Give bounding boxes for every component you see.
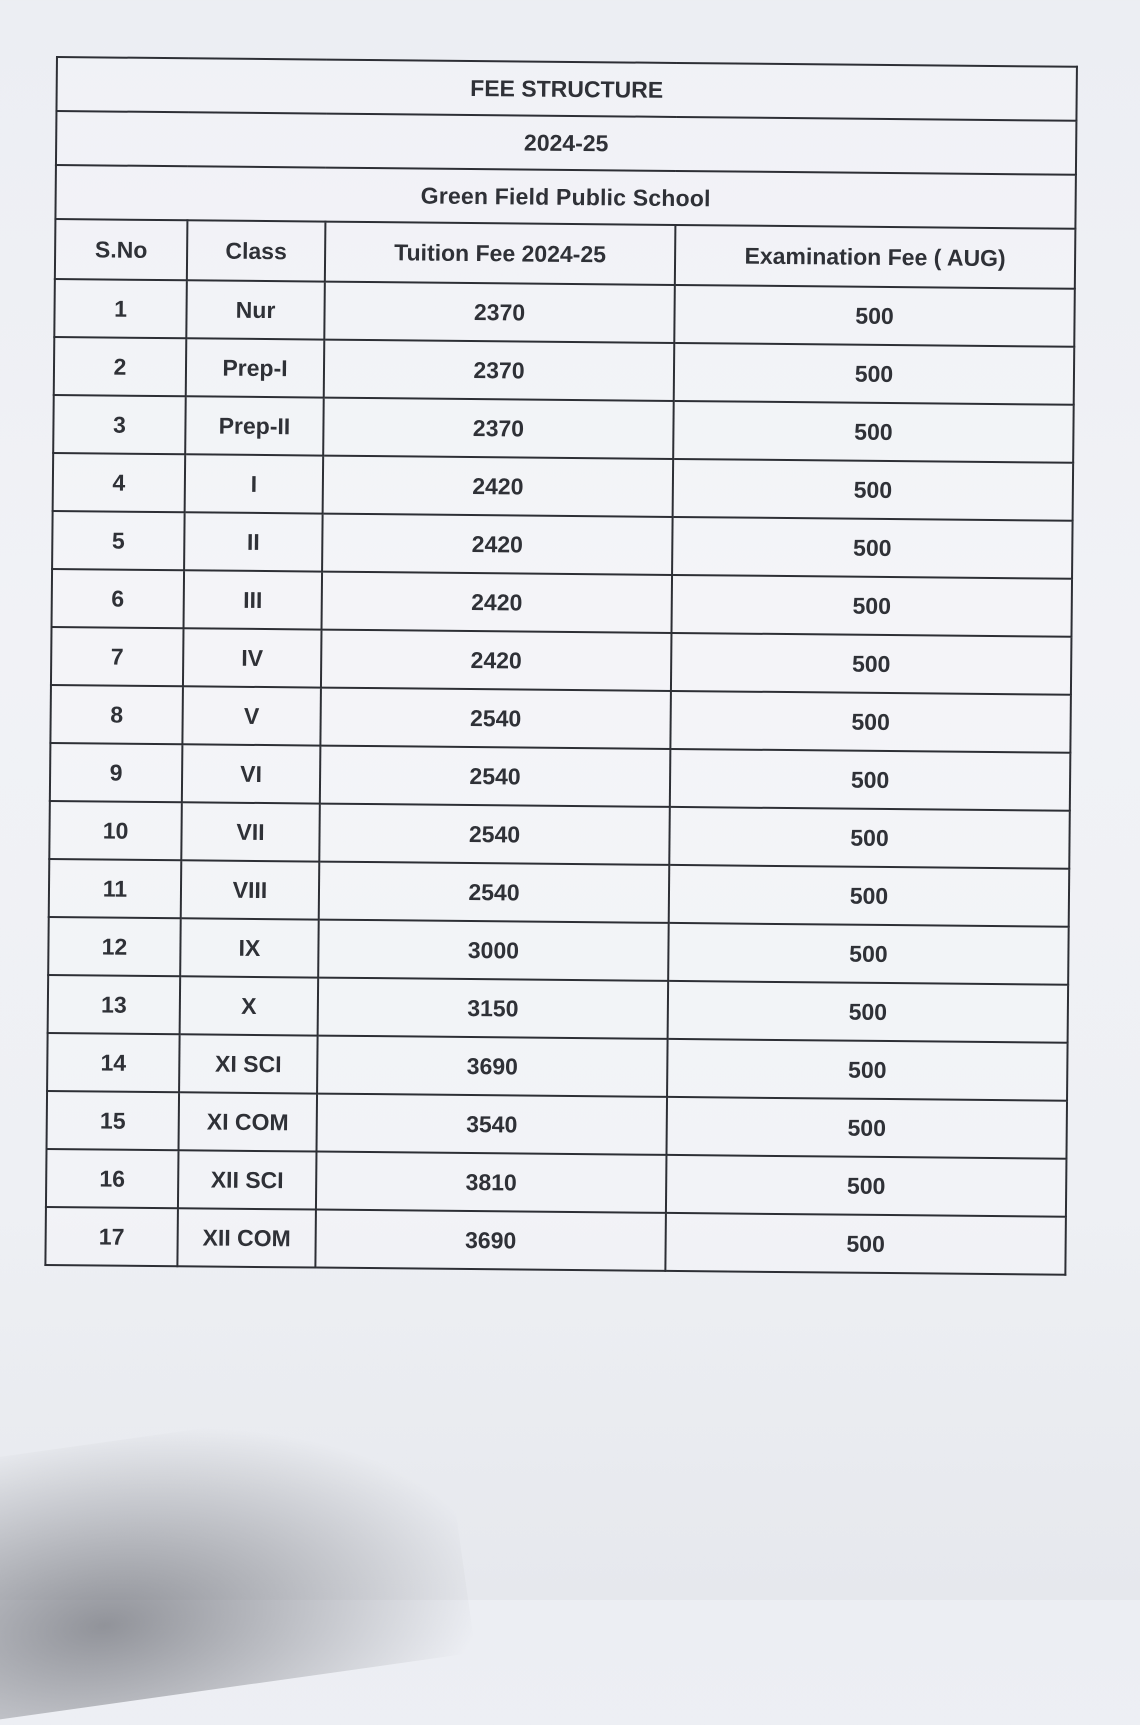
cell-sno: 8: [50, 685, 183, 744]
cell-examination-fee: 500: [671, 575, 1072, 637]
table-row: [49, 859, 1070, 927]
cell-tuition-fee: 2420: [323, 456, 674, 517]
header-class: Class: [187, 220, 326, 281]
cell-class: II: [184, 512, 323, 571]
cell-sno: 3: [53, 395, 186, 454]
table-row: [48, 975, 1069, 1043]
cell-tuition-fee: 2540: [320, 688, 671, 749]
session-row: [56, 111, 1076, 175]
cell-class: VII: [181, 802, 320, 861]
cell-sno: 11: [49, 859, 182, 918]
cell-tuition-fee: 3150: [318, 978, 669, 1039]
fee-structure-table: [44, 56, 1078, 1276]
cell-sno: 15: [47, 1091, 180, 1150]
cell-sno: 13: [48, 975, 181, 1034]
paper-shadow: [0, 1395, 476, 1725]
cell-sno: 10: [49, 801, 182, 860]
cell-class: XI COM: [179, 1092, 318, 1151]
table-row: [47, 1091, 1068, 1159]
table-row: [50, 743, 1071, 811]
cell-tuition-fee: 2370: [324, 282, 675, 343]
fee-structure-sheet: [44, 56, 1076, 1276]
school-name: Green Field Public School: [55, 165, 1075, 229]
cell-class: VI: [182, 744, 321, 803]
document-title: FEE STRUCTURE: [56, 57, 1076, 121]
cell-examination-fee: 500: [667, 1039, 1068, 1101]
cell-tuition-fee: 2540: [320, 746, 671, 807]
cell-sno: 16: [46, 1149, 179, 1208]
table-row: [54, 279, 1075, 347]
cell-examination-fee: 500: [674, 285, 1075, 347]
cell-class: I: [185, 454, 324, 513]
cell-tuition-fee: 2420: [322, 514, 673, 575]
cell-tuition-fee: 3690: [315, 1210, 666, 1271]
cell-examination-fee: 500: [670, 691, 1071, 753]
cell-class: IX: [180, 918, 319, 977]
cell-class: XII SCI: [178, 1150, 317, 1209]
cell-examination-fee: 500: [672, 517, 1073, 579]
cell-class: IV: [183, 628, 322, 687]
cell-class: VIII: [181, 860, 320, 919]
cell-tuition-fee: 3690: [317, 1036, 668, 1097]
table-row: [48, 917, 1069, 985]
cell-examination-fee: 500: [665, 1213, 1066, 1275]
cell-class: Prep-I: [186, 338, 325, 397]
header-tuition-fee: Tuition Fee 2024-25: [325, 222, 676, 285]
cell-tuition-fee: 2370: [323, 398, 674, 459]
cell-sno: 9: [50, 743, 183, 802]
session-label: 2024-25: [56, 111, 1076, 175]
cell-examination-fee: 500: [671, 633, 1072, 695]
cell-tuition-fee: 3810: [316, 1152, 667, 1213]
cell-sno: 4: [53, 453, 186, 512]
cell-examination-fee: 500: [666, 1097, 1067, 1159]
table-row: [54, 337, 1075, 405]
table-row: [46, 1149, 1067, 1217]
cell-sno: 17: [45, 1207, 178, 1266]
cell-examination-fee: 500: [670, 749, 1071, 811]
table-row: [52, 511, 1073, 579]
cell-sno: 1: [54, 279, 187, 338]
cell-examination-fee: 500: [673, 401, 1074, 463]
cell-class: X: [180, 976, 319, 1035]
table-row: [52, 569, 1073, 637]
cell-examination-fee: 500: [668, 981, 1069, 1043]
table-row: [45, 1207, 1066, 1275]
cell-sno: 5: [52, 511, 185, 570]
cell-class: III: [184, 570, 323, 629]
cell-examination-fee: 500: [673, 459, 1074, 521]
table-row: [53, 395, 1074, 463]
cell-tuition-fee: 2420: [322, 572, 673, 633]
cell-tuition-fee: 2370: [324, 340, 675, 401]
header-examination-fee: Examination Fee ( AUG): [675, 225, 1076, 289]
cell-class: Prep-II: [185, 396, 324, 455]
cell-tuition-fee: 3540: [316, 1094, 667, 1155]
cell-tuition-fee: 2540: [319, 804, 670, 865]
cell-sno: 2: [54, 337, 187, 396]
cell-examination-fee: 500: [674, 343, 1075, 405]
cell-sno: 14: [47, 1033, 180, 1092]
cell-examination-fee: 500: [669, 807, 1070, 869]
cell-tuition-fee: 2540: [319, 862, 670, 923]
title-row: [56, 57, 1076, 121]
cell-sno: 7: [51, 627, 184, 686]
header-row: [55, 219, 1076, 289]
table-row: [47, 1033, 1068, 1101]
cell-examination-fee: 500: [666, 1155, 1067, 1217]
table-row: [50, 685, 1071, 753]
cell-examination-fee: 500: [669, 865, 1070, 927]
cell-tuition-fee: 2420: [321, 630, 672, 691]
cell-class: V: [182, 686, 321, 745]
cell-sno: 6: [52, 569, 185, 628]
cell-examination-fee: 500: [668, 923, 1069, 985]
cell-class: Nur: [186, 280, 325, 339]
cell-class: XII COM: [177, 1208, 316, 1267]
cell-sno: 12: [48, 917, 181, 976]
cell-tuition-fee: 3000: [318, 920, 669, 981]
header-sno: S.No: [55, 219, 188, 280]
table-row: [51, 627, 1072, 695]
school-row: [55, 165, 1075, 229]
table-row: [53, 453, 1074, 521]
cell-class: XI SCI: [179, 1034, 318, 1093]
table-row: [49, 801, 1070, 869]
